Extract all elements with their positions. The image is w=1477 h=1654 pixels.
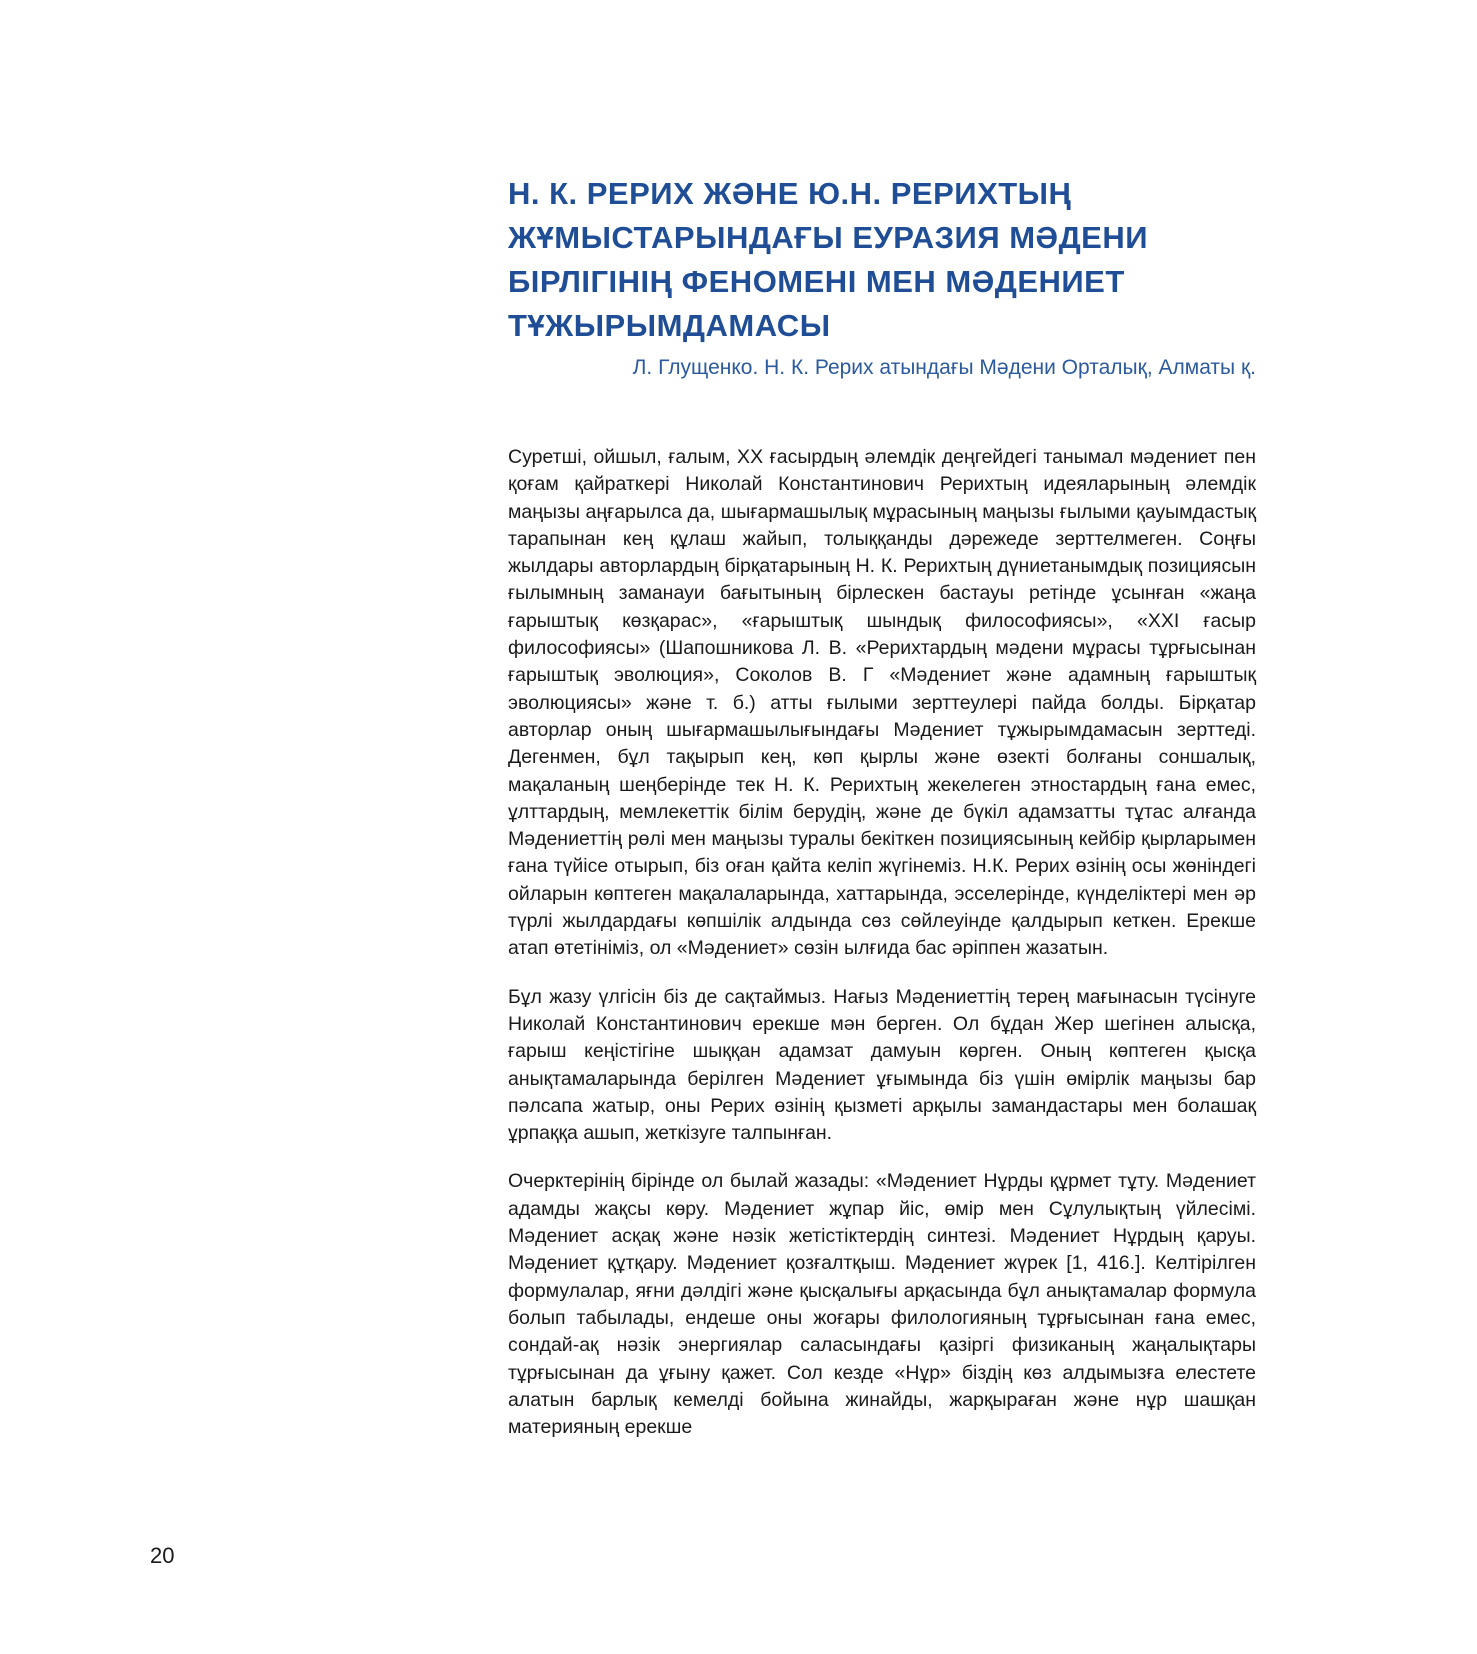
title-line: ТҰЖЫРЫМДАМАСЫ bbox=[508, 308, 831, 343]
page-number: 20 bbox=[150, 1543, 175, 1568]
body-paragraph: Суретші, ойшыл, ғалым, XX ғасырдың әлемдік деңгейдегі танымал мәдениет пен қоғам қайраткері Николай Константинович Рерихтың идеяларының әлемдік маңызы аңғарылса да, шығармашылық мұрасының маңызы ғылыми қауымдастық тарапынан кең құлаш жайып, толыққанды дәрежеде зерттелмеген. Соңғы жылдары авторлардың бірқатарының Н. К. Рерихтың дүниетанымдық позициясын ғылымның заманауи бағытының бірлескен бастауы ретінде ұсынған «жаңа ғарыштық көзқарас», «ғарыштық шындық философиясы», «XXI ғасыр философиясы» (Шапошникова Л. В. «Рерихтардың мәдени мұрасы тұрғысынан ғарыштық эволюция», Соколов В. Г «Мәдениет және адамның ғарыштық эволюциясы» және т. б.) атты ғылыми зерттеулері пайда болды. Бірқатар авторлар оның шығармашылығындағы Мәдениет тұжырымдамасын зерттеді. Дегенмен, бұл тақырып кең, көп қырлы және өзекті болғаны соншалық, мақаланың шеңберінде тек Н. К. Рерихтың жекелеген этностардың ғана емес, ұлттардың, мемлекеттік білім берудің, және де бүкіл адамзатты тұтас алғанда Мәдениеттің рөлі мен маңызы туралы бекіткен позициясының кейбір қырларымен ғана түйісе отырып, біз оған қайта келіп жүгінеміз. Н.К. Рерих өзінің осы жөніндегі ойларын көптеген мақалаларында, хаттарында, эсселерінде, күнделіктері мен әр түрлі жылдардағы көпшілік алдында сөз сөйлеуінде қалдырып кеткен. Ерекше атап өтетініміз, ол «Мәдениет» сөзін ылғида бас әріппен жазатын. bbox=[508, 446, 1256, 960]
article-title bbox=[508, 172, 1188, 348]
title-line: ЖҰМЫСТАРЫНДАҒЫ ЕУРАЗИЯ МӘДЕНИ bbox=[508, 220, 1148, 255]
article-body bbox=[508, 444, 1256, 1462]
body-paragraph: Очерктерінің бірінде ол былай жазады: «Мәдениет Нұрды құрмет тұту. Мәдениет адамды жақсы көру. Мәдениет жұпар йіс, өмір мен Сұлулықтың үйлесімі. Мәдениет асқақ және нәзік жетістіктердің синтезі. Мәдениет Нұрдың қаруы. Мәдениет құтқару. Мәдениет қозғалтқыш. Мәдениет жүрек [1, 416.]. Келтірілген формулалар, яғни дәлдігі және қысқалығы арқасында бұл анықтамалар формула болып табылады, ендеше оны жоғары филологияның тұрғысынан ғана емес, сондай-ақ нәзік энергиялар саласындағы қазіргі физиканың жаңалықтары тұрғысынан да ұғыну қажет. Сол кезде «Нұр» біздің көз алдымызға елестете алатын барлық кемелді бойына жинайды, жарқыраған және нұр шашқан материяның ерекше bbox=[508, 1170, 1256, 1439]
title-line: БІРЛІГІНІҢ ФЕНОМЕНІ МЕН МӘДЕНИЕТ bbox=[508, 264, 1125, 299]
title-line: Н. К. РЕРИХ ЖӘНЕ Ю.Н. РЕРИХТЫҢ bbox=[508, 176, 1072, 211]
body-paragraph: Бұл жазу үлгісін біз де сақтаймыз. Нағыз Мәдениеттің терең мағынасын түсінуге Николай Константинович ерекше мән берген. Ол бұдан Жер шегінен алысқа, ғарыш кеңістігіне шыққан адамзат дамуын көрген. Оның көптеген қысқа анықтамаларында берілген Мәдениет ұғымында біз үшін өмірлік маңызы бар пәлсапа жатыр, оны Рерих өзінің қызметі арқылы замандастары мен болашақ ұрпаққа ашып, жеткізуге талпынған. bbox=[508, 985, 1256, 1145]
author-byline: Л. Глущенко. Н. К. Рерих атындағы Мәдени Орталық, Алматы қ. bbox=[632, 356, 1256, 379]
